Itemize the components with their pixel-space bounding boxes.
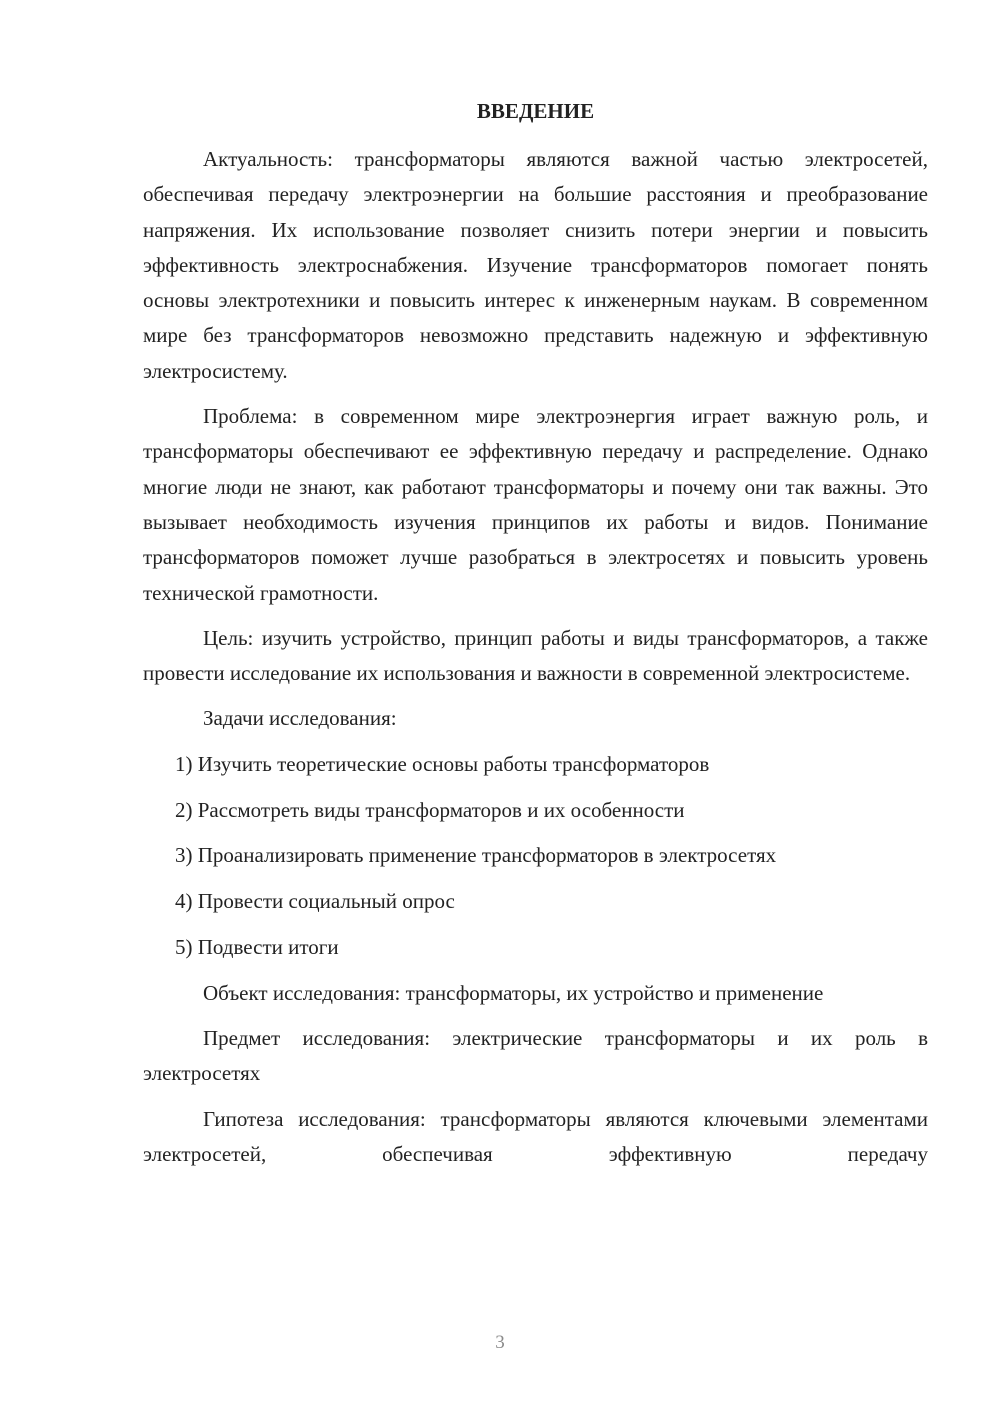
list-item: 1) Изучить теоретические основы работы трансформаторов (175, 751, 710, 776)
problem-paragraph: Проблема: в современном мире электроэнергия играет важную роль, и трансформаторы обеспечивают ее эффективную передачу и распределение. Однако многие люди не знают, как работают трансформаторы и почему они так важны. Это вызывает необходимость изучения принципов их работы и видов. Понимание трансформаторов поможет лучше разобраться в электросетях и повысить уровень технической грамотности. (143, 404, 928, 605)
list-item: 2) Рассмотреть виды трансформаторов и их особенности (175, 797, 685, 822)
goal-paragraph: Цель: изучить устройство, принцип работы и виды трансформаторов, а также провести исследование их использования и важности в современной электросистеме. (143, 625, 928, 686)
hypothesis-paragraph: Гипотеза исследования: трансформаторы являются ключевыми элементами электросетей, обеспечивая эффективную передачу (143, 1106, 928, 1166)
relevance-paragraph: Актуальность: трансформаторы являются важной частью электросетей, обеспечивая передачу электроэнергии на большие расстояния и преобразование напряжения. Их использование позволяет снизить потери энергии и повысить эффективность электроснабжения. Изучение трансформаторов помогает понять основы электротехники и повысить интерес к инженерным наукам. В современном мире без трансформаторов невозможно представить надежную и эффективную электросистему. (143, 147, 928, 383)
subject-paragraph: Предмет исследования: электрические трансформаторы и их роль в электросетях (143, 1026, 928, 1086)
list-item: 5) Подвести итоги (175, 934, 339, 959)
list-item: 3) Проанализировать применение трансформаторов в электросетях (175, 843, 777, 868)
object-paragraph: Объект исследования: трансформаторы, их устройство и применение (203, 980, 824, 1005)
tasks-intro-paragraph: Задачи исследования: (203, 706, 397, 731)
page-title: ВВЕДЕНИЕ (476, 99, 595, 123)
list-item: 4) Провести социальный опрос (175, 889, 455, 914)
tasks-list (143, 747, 928, 965)
page-number: 3 (495, 1332, 505, 1353)
document-body (143, 142, 928, 1182)
